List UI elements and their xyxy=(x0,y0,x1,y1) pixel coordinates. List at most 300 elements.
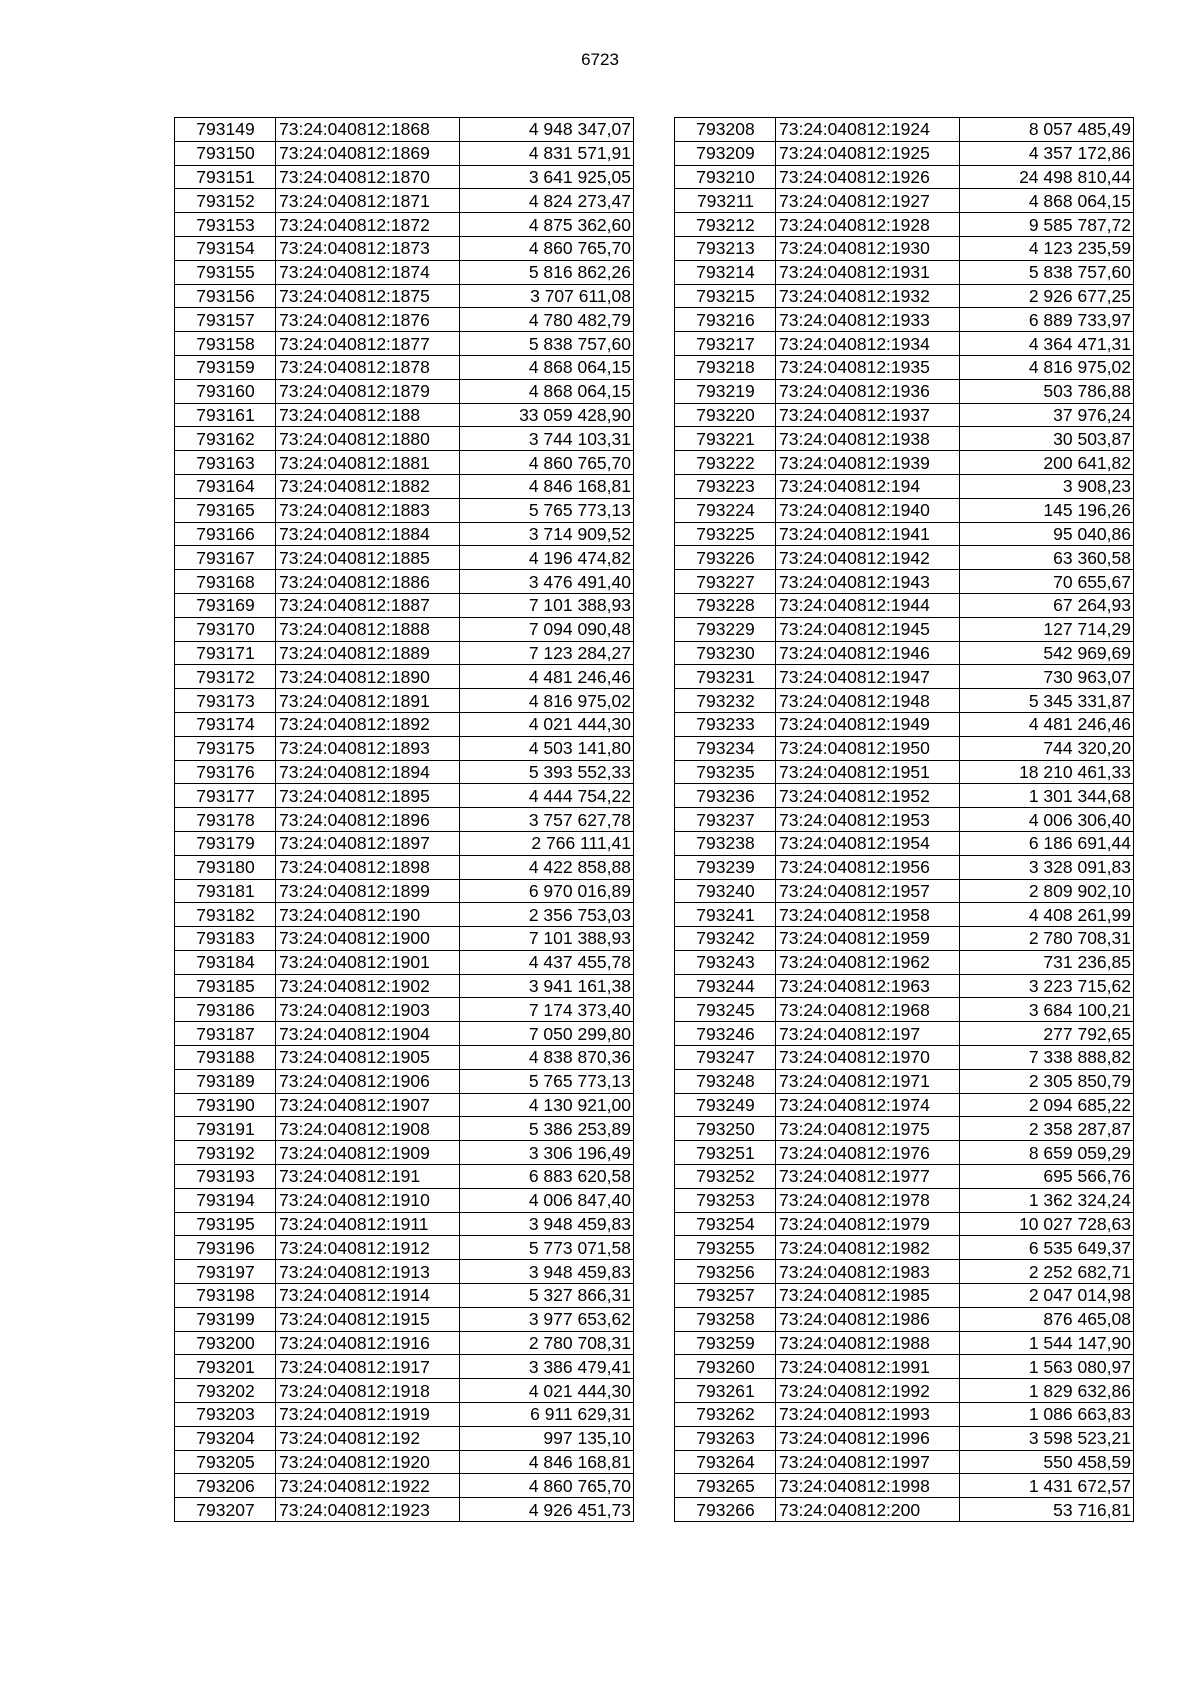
table-row xyxy=(175,641,634,665)
value-cell: 8 057 485,49 xyxy=(960,118,1134,142)
value-cell: 4 408 261,99 xyxy=(960,903,1134,927)
value-cell: 7 123 284,27 xyxy=(460,641,634,665)
table-row xyxy=(175,831,634,855)
value-cell: 5 393 552,33 xyxy=(460,760,634,784)
record-number-cell: 793168 xyxy=(175,570,276,594)
value-cell: 277 792,65 xyxy=(960,1022,1134,1046)
record-number-cell: 793219 xyxy=(675,379,776,403)
record-number-cell: 793261 xyxy=(675,1379,776,1403)
value-cell: 2 780 708,31 xyxy=(960,927,1134,951)
table-row xyxy=(175,1165,634,1189)
cadastral-number-cell: 73:24:040812:1909 xyxy=(276,1141,460,1165)
cadastral-number-cell: 73:24:040812:1927 xyxy=(776,189,960,213)
cadastral-number-cell: 73:24:040812:1996 xyxy=(776,1426,960,1450)
value-cell: 6 911 629,31 xyxy=(460,1403,634,1427)
table-row xyxy=(175,1284,634,1308)
table-row xyxy=(675,141,1134,165)
value-cell: 9 585 787,72 xyxy=(960,213,1134,237)
record-number-cell: 793177 xyxy=(175,784,276,808)
record-number-cell: 793197 xyxy=(175,1260,276,1284)
value-cell: 1 829 632,86 xyxy=(960,1379,1134,1403)
record-number-cell: 793191 xyxy=(175,1117,276,1141)
cadastral-number-cell: 73:24:040812:1958 xyxy=(776,903,960,927)
record-number-cell: 793245 xyxy=(675,998,776,1022)
record-number-cell: 793208 xyxy=(675,118,776,142)
value-cell: 4 860 765,70 xyxy=(460,451,634,475)
record-number-cell: 793227 xyxy=(675,570,776,594)
table-row xyxy=(175,236,634,260)
record-number-cell: 793157 xyxy=(175,308,276,332)
cadastral-table-right xyxy=(674,117,1134,1522)
record-number-cell: 793203 xyxy=(175,1403,276,1427)
table-row xyxy=(675,1426,1134,1450)
cadastral-number-cell: 73:24:040812:1932 xyxy=(776,284,960,308)
table-row xyxy=(175,1355,634,1379)
record-number-cell: 793256 xyxy=(675,1260,776,1284)
cadastral-number-cell: 73:24:040812:1942 xyxy=(776,546,960,570)
cadastral-number-cell: 73:24:040812:1941 xyxy=(776,522,960,546)
table-row xyxy=(175,498,634,522)
cadastral-number-cell: 73:24:040812:1871 xyxy=(276,189,460,213)
value-cell: 4 196 474,82 xyxy=(460,546,634,570)
value-cell: 542 969,69 xyxy=(960,641,1134,665)
value-cell: 95 040,86 xyxy=(960,522,1134,546)
value-cell: 7 338 888,82 xyxy=(960,1046,1134,1070)
value-cell: 4 006 847,40 xyxy=(460,1188,634,1212)
value-cell: 4 860 765,70 xyxy=(460,236,634,260)
record-number-cell: 793189 xyxy=(175,1069,276,1093)
table-row xyxy=(175,522,634,546)
record-number-cell: 793251 xyxy=(675,1141,776,1165)
value-cell: 63 360,58 xyxy=(960,546,1134,570)
value-cell: 37 976,24 xyxy=(960,403,1134,427)
table-row xyxy=(175,1212,634,1236)
table-row xyxy=(675,570,1134,594)
value-cell: 1 563 080,97 xyxy=(960,1355,1134,1379)
value-cell: 3 948 459,83 xyxy=(460,1260,634,1284)
cadastral-number-cell: 73:24:040812:1991 xyxy=(776,1355,960,1379)
table-row xyxy=(675,855,1134,879)
cadastral-number-cell: 73:24:040812:1884 xyxy=(276,522,460,546)
table-row xyxy=(675,165,1134,189)
record-number-cell: 793228 xyxy=(675,593,776,617)
record-number-cell: 793209 xyxy=(675,141,776,165)
table-row xyxy=(175,903,634,927)
record-number-cell: 793211 xyxy=(675,189,776,213)
record-number-cell: 793151 xyxy=(175,165,276,189)
table-row xyxy=(175,474,634,498)
cadastral-number-cell: 73:24:040812:1952 xyxy=(776,784,960,808)
value-cell: 6 889 733,97 xyxy=(960,308,1134,332)
record-number-cell: 793262 xyxy=(675,1403,776,1427)
cadastral-number-cell: 73:24:040812:1905 xyxy=(276,1046,460,1070)
record-number-cell: 793162 xyxy=(175,427,276,451)
value-cell: 4 868 064,15 xyxy=(960,189,1134,213)
value-cell: 4 816 975,02 xyxy=(960,355,1134,379)
record-number-cell: 793202 xyxy=(175,1379,276,1403)
cadastral-number-cell: 73:24:040812:1912 xyxy=(276,1236,460,1260)
record-number-cell: 793253 xyxy=(675,1188,776,1212)
record-number-cell: 793171 xyxy=(175,641,276,665)
cadastral-number-cell: 73:24:040812:1968 xyxy=(776,998,960,1022)
table-row xyxy=(675,593,1134,617)
record-number-cell: 793188 xyxy=(175,1046,276,1070)
cadastral-number-cell: 73:24:040812:1950 xyxy=(776,736,960,760)
cadastral-number-cell: 73:24:040812:1983 xyxy=(776,1260,960,1284)
record-number-cell: 793193 xyxy=(175,1165,276,1189)
record-number-cell: 793153 xyxy=(175,213,276,237)
record-number-cell: 793175 xyxy=(175,736,276,760)
table-row xyxy=(675,689,1134,713)
cadastral-number-cell: 73:24:040812:1970 xyxy=(776,1046,960,1070)
record-number-cell: 793266 xyxy=(675,1498,776,1522)
cadastral-number-cell: 73:24:040812:1917 xyxy=(276,1355,460,1379)
value-cell: 2 809 902,10 xyxy=(960,879,1134,903)
table-row xyxy=(675,379,1134,403)
value-cell: 5 838 757,60 xyxy=(960,260,1134,284)
record-number-cell: 793165 xyxy=(175,498,276,522)
cadastral-number-cell: 73:24:040812:1931 xyxy=(776,260,960,284)
record-number-cell: 793224 xyxy=(675,498,776,522)
table-row xyxy=(675,784,1134,808)
table-row xyxy=(175,141,634,165)
record-number-cell: 793190 xyxy=(175,1093,276,1117)
table-row xyxy=(175,974,634,998)
value-cell: 7 094 090,48 xyxy=(460,617,634,641)
value-cell: 3 328 091,83 xyxy=(960,855,1134,879)
value-cell: 4 948 347,07 xyxy=(460,118,634,142)
table-row xyxy=(675,1307,1134,1331)
record-number-cell: 793210 xyxy=(675,165,776,189)
table-row xyxy=(675,284,1134,308)
record-number-cell: 793236 xyxy=(675,784,776,808)
table-row xyxy=(675,308,1134,332)
value-cell: 4 444 754,22 xyxy=(460,784,634,808)
table-row xyxy=(175,855,634,879)
cadastral-number-cell: 73:24:040812:1870 xyxy=(276,165,460,189)
value-cell: 7 050 299,80 xyxy=(460,1022,634,1046)
record-number-cell: 793221 xyxy=(675,427,776,451)
cadastral-number-cell: 73:24:040812:1868 xyxy=(276,118,460,142)
value-cell: 5 765 773,13 xyxy=(460,498,634,522)
record-number-cell: 793158 xyxy=(175,332,276,356)
value-cell: 4 846 168,81 xyxy=(460,474,634,498)
value-cell: 6 883 620,58 xyxy=(460,1165,634,1189)
value-cell: 4 437 455,78 xyxy=(460,950,634,974)
record-number-cell: 793244 xyxy=(675,974,776,998)
table-row xyxy=(675,1403,1134,1427)
value-cell: 3 941 161,38 xyxy=(460,974,634,998)
value-cell: 6 186 691,44 xyxy=(960,831,1134,855)
table-row xyxy=(175,213,634,237)
value-cell: 730 963,07 xyxy=(960,665,1134,689)
table-row xyxy=(175,1474,634,1498)
value-cell: 24 498 810,44 xyxy=(960,165,1134,189)
record-number-cell: 793206 xyxy=(175,1474,276,1498)
cadastral-number-cell: 73:24:040812:1947 xyxy=(776,665,960,689)
cadastral-number-cell: 73:24:040812:1939 xyxy=(776,451,960,475)
cadastral-number-cell: 73:24:040812:1948 xyxy=(776,689,960,713)
table-row xyxy=(675,1331,1134,1355)
value-cell: 200 641,82 xyxy=(960,451,1134,475)
value-cell: 6 535 649,37 xyxy=(960,1236,1134,1260)
cadastral-number-cell: 73:24:040812:1992 xyxy=(776,1379,960,1403)
table-row xyxy=(675,1212,1134,1236)
table-row xyxy=(175,1331,634,1355)
cadastral-number-cell: 73:24:040812:1922 xyxy=(276,1474,460,1498)
table-row xyxy=(175,1022,634,1046)
table-row xyxy=(175,1379,634,1403)
value-cell: 731 236,85 xyxy=(960,950,1134,974)
table-row xyxy=(675,1355,1134,1379)
cadastral-number-cell: 73:24:040812:1916 xyxy=(276,1331,460,1355)
value-cell: 67 264,93 xyxy=(960,593,1134,617)
cadastral-number-cell: 73:24:040812:190 xyxy=(276,903,460,927)
cadastral-number-cell: 73:24:040812:1926 xyxy=(776,165,960,189)
cadastral-number-cell: 73:24:040812:197 xyxy=(776,1022,960,1046)
value-cell: 3 386 479,41 xyxy=(460,1355,634,1379)
value-cell: 3 744 103,31 xyxy=(460,427,634,451)
table-row xyxy=(675,712,1134,736)
table-row xyxy=(175,165,634,189)
value-cell: 4 481 246,46 xyxy=(960,712,1134,736)
table-row xyxy=(675,1069,1134,1093)
value-cell: 4 816 975,02 xyxy=(460,689,634,713)
record-number-cell: 793213 xyxy=(675,236,776,260)
cadastral-number-cell: 73:24:040812:1907 xyxy=(276,1093,460,1117)
table-row xyxy=(675,236,1134,260)
cadastral-number-cell: 73:24:040812:1902 xyxy=(276,974,460,998)
table-row xyxy=(175,1498,634,1522)
cadastral-number-cell: 73:24:040812:1962 xyxy=(776,950,960,974)
record-number-cell: 793246 xyxy=(675,1022,776,1046)
value-cell: 4 875 362,60 xyxy=(460,213,634,237)
value-cell: 2 047 014,98 xyxy=(960,1284,1134,1308)
record-number-cell: 793259 xyxy=(675,1331,776,1355)
cadastral-number-cell: 73:24:040812:1872 xyxy=(276,213,460,237)
table-row xyxy=(675,927,1134,951)
cadastral-number-cell: 73:24:040812:1900 xyxy=(276,927,460,951)
cadastral-number-cell: 73:24:040812:1986 xyxy=(776,1307,960,1331)
cadastral-number-cell: 73:24:040812:1913 xyxy=(276,1260,460,1284)
record-number-cell: 793247 xyxy=(675,1046,776,1070)
table-row xyxy=(175,118,634,142)
value-cell: 4 357 172,86 xyxy=(960,141,1134,165)
cadastral-number-cell: 73:24:040812:1890 xyxy=(276,665,460,689)
cadastral-number-cell: 73:24:040812:1988 xyxy=(776,1331,960,1355)
value-cell: 695 566,76 xyxy=(960,1165,1134,1189)
cadastral-number-cell: 73:24:040812:1881 xyxy=(276,451,460,475)
value-cell: 18 210 461,33 xyxy=(960,760,1134,784)
table-row xyxy=(175,189,634,213)
value-cell: 1 362 324,24 xyxy=(960,1188,1134,1212)
value-cell: 5 773 071,58 xyxy=(460,1236,634,1260)
table-row xyxy=(175,808,634,832)
table-row xyxy=(675,998,1134,1022)
cadastral-number-cell: 73:24:040812:1978 xyxy=(776,1188,960,1212)
value-cell: 4 123 235,59 xyxy=(960,236,1134,260)
record-number-cell: 793214 xyxy=(675,260,776,284)
table-row xyxy=(175,1093,634,1117)
cadastral-number-cell: 73:24:040812:1874 xyxy=(276,260,460,284)
table-row xyxy=(675,1117,1134,1141)
table-row xyxy=(675,665,1134,689)
value-cell: 5 345 331,87 xyxy=(960,689,1134,713)
value-cell: 4 824 273,47 xyxy=(460,189,634,213)
value-cell: 4 364 471,31 xyxy=(960,332,1134,356)
table-row xyxy=(175,308,634,332)
cadastral-number-cell: 73:24:040812:1956 xyxy=(776,855,960,879)
record-number-cell: 793207 xyxy=(175,1498,276,1522)
table-row xyxy=(175,284,634,308)
cadastral-number-cell: 73:24:040812:1879 xyxy=(276,379,460,403)
cadastral-number-cell: 73:24:040812:1875 xyxy=(276,284,460,308)
record-number-cell: 793243 xyxy=(675,950,776,974)
cadastral-number-cell: 73:24:040812:1924 xyxy=(776,118,960,142)
cadastral-number-cell: 73:24:040812:200 xyxy=(776,1498,960,1522)
cadastral-number-cell: 73:24:040812:1878 xyxy=(276,355,460,379)
cadastral-number-cell: 73:24:040812:1959 xyxy=(776,927,960,951)
value-cell: 550 458,59 xyxy=(960,1450,1134,1474)
value-cell: 997 135,10 xyxy=(460,1426,634,1450)
value-cell: 4 868 064,15 xyxy=(460,355,634,379)
cadastral-number-cell: 73:24:040812:1945 xyxy=(776,617,960,641)
value-cell: 70 655,67 xyxy=(960,570,1134,594)
value-cell: 3 757 627,78 xyxy=(460,808,634,832)
record-number-cell: 793182 xyxy=(175,903,276,927)
value-cell: 3 476 491,40 xyxy=(460,570,634,594)
value-cell: 2 356 753,03 xyxy=(460,903,634,927)
cadastral-number-cell: 73:24:040812:1877 xyxy=(276,332,460,356)
table-row xyxy=(175,760,634,784)
table-row xyxy=(675,355,1134,379)
record-number-cell: 793159 xyxy=(175,355,276,379)
table-row xyxy=(175,784,634,808)
table-row xyxy=(675,950,1134,974)
cadastral-number-cell: 73:24:040812:1880 xyxy=(276,427,460,451)
value-cell: 5 816 862,26 xyxy=(460,260,634,284)
cadastral-number-cell: 73:24:040812:1892 xyxy=(276,712,460,736)
table-row xyxy=(175,998,634,1022)
cadastral-number-cell: 73:24:040812:1993 xyxy=(776,1403,960,1427)
table-row xyxy=(175,593,634,617)
record-number-cell: 793198 xyxy=(175,1284,276,1308)
cadastral-number-cell: 73:24:040812:1894 xyxy=(276,760,460,784)
table-row xyxy=(675,760,1134,784)
table-row xyxy=(675,1188,1134,1212)
cadastral-number-cell: 73:24:040812:1893 xyxy=(276,736,460,760)
value-cell: 3 598 523,21 xyxy=(960,1426,1134,1450)
table-row xyxy=(675,332,1134,356)
table-row xyxy=(675,1141,1134,1165)
record-number-cell: 793160 xyxy=(175,379,276,403)
record-number-cell: 793257 xyxy=(675,1284,776,1308)
table-row xyxy=(675,118,1134,142)
record-number-cell: 793250 xyxy=(675,1117,776,1141)
record-number-cell: 793264 xyxy=(675,1450,776,1474)
record-number-cell: 793180 xyxy=(175,855,276,879)
record-number-cell: 793194 xyxy=(175,1188,276,1212)
record-number-cell: 793215 xyxy=(675,284,776,308)
table-row xyxy=(675,189,1134,213)
table-row xyxy=(675,522,1134,546)
table-row xyxy=(675,1165,1134,1189)
value-cell: 4 838 870,36 xyxy=(460,1046,634,1070)
table-row xyxy=(175,403,634,427)
table-row xyxy=(175,355,634,379)
value-cell: 744 320,20 xyxy=(960,736,1134,760)
table-row xyxy=(175,1188,634,1212)
cadastral-number-cell: 73:24:040812:1982 xyxy=(776,1236,960,1260)
record-number-cell: 793220 xyxy=(675,403,776,427)
value-cell: 8 659 059,29 xyxy=(960,1141,1134,1165)
value-cell: 5 327 866,31 xyxy=(460,1284,634,1308)
cadastral-number-cell: 73:24:040812:194 xyxy=(776,474,960,498)
cadastral-number-cell: 73:24:040812:1887 xyxy=(276,593,460,617)
value-cell: 2 252 682,71 xyxy=(960,1260,1134,1284)
value-cell: 4 831 571,91 xyxy=(460,141,634,165)
table-row xyxy=(675,498,1134,522)
value-cell: 2 780 708,31 xyxy=(460,1331,634,1355)
table-row xyxy=(175,1450,634,1474)
record-number-cell: 793192 xyxy=(175,1141,276,1165)
value-cell: 3 948 459,83 xyxy=(460,1212,634,1236)
table-row xyxy=(175,927,634,951)
cadastral-number-cell: 73:24:040812:1896 xyxy=(276,808,460,832)
table-row xyxy=(675,736,1134,760)
table-row xyxy=(175,427,634,451)
record-number-cell: 793255 xyxy=(675,1236,776,1260)
value-cell: 4 481 246,46 xyxy=(460,665,634,689)
table-row xyxy=(675,451,1134,475)
record-number-cell: 793237 xyxy=(675,808,776,832)
table-row xyxy=(175,689,634,713)
cadastral-number-cell: 73:24:040812:1951 xyxy=(776,760,960,784)
cadastral-number-cell: 73:24:040812:1891 xyxy=(276,689,460,713)
cadastral-number-cell: 73:24:040812:1918 xyxy=(276,1379,460,1403)
record-number-cell: 793174 xyxy=(175,712,276,736)
value-cell: 1 544 147,90 xyxy=(960,1331,1134,1355)
record-number-cell: 793260 xyxy=(675,1355,776,1379)
record-number-cell: 793199 xyxy=(175,1307,276,1331)
table-row xyxy=(175,879,634,903)
record-number-cell: 793218 xyxy=(675,355,776,379)
cadastral-number-cell: 73:24:040812:1949 xyxy=(776,712,960,736)
table-row xyxy=(175,260,634,284)
record-number-cell: 793231 xyxy=(675,665,776,689)
cadastral-number-cell: 73:24:040812:1975 xyxy=(776,1117,960,1141)
cadastral-table-left xyxy=(174,117,634,1522)
value-cell: 2 094 685,22 xyxy=(960,1093,1134,1117)
record-number-cell: 793181 xyxy=(175,879,276,903)
value-cell: 4 503 141,80 xyxy=(460,736,634,760)
value-cell: 30 503,87 xyxy=(960,427,1134,451)
table-row xyxy=(175,1403,634,1427)
record-number-cell: 793252 xyxy=(675,1165,776,1189)
record-number-cell: 793223 xyxy=(675,474,776,498)
value-cell: 2 305 850,79 xyxy=(960,1069,1134,1093)
value-cell: 53 716,81 xyxy=(960,1498,1134,1522)
value-cell: 127 714,29 xyxy=(960,617,1134,641)
value-cell: 5 386 253,89 xyxy=(460,1117,634,1141)
value-cell: 503 786,88 xyxy=(960,379,1134,403)
value-cell: 1 301 344,68 xyxy=(960,784,1134,808)
table-row xyxy=(675,1046,1134,1070)
table-row xyxy=(675,474,1134,498)
table-row xyxy=(675,974,1134,998)
record-number-cell: 793164 xyxy=(175,474,276,498)
record-number-cell: 793200 xyxy=(175,1331,276,1355)
